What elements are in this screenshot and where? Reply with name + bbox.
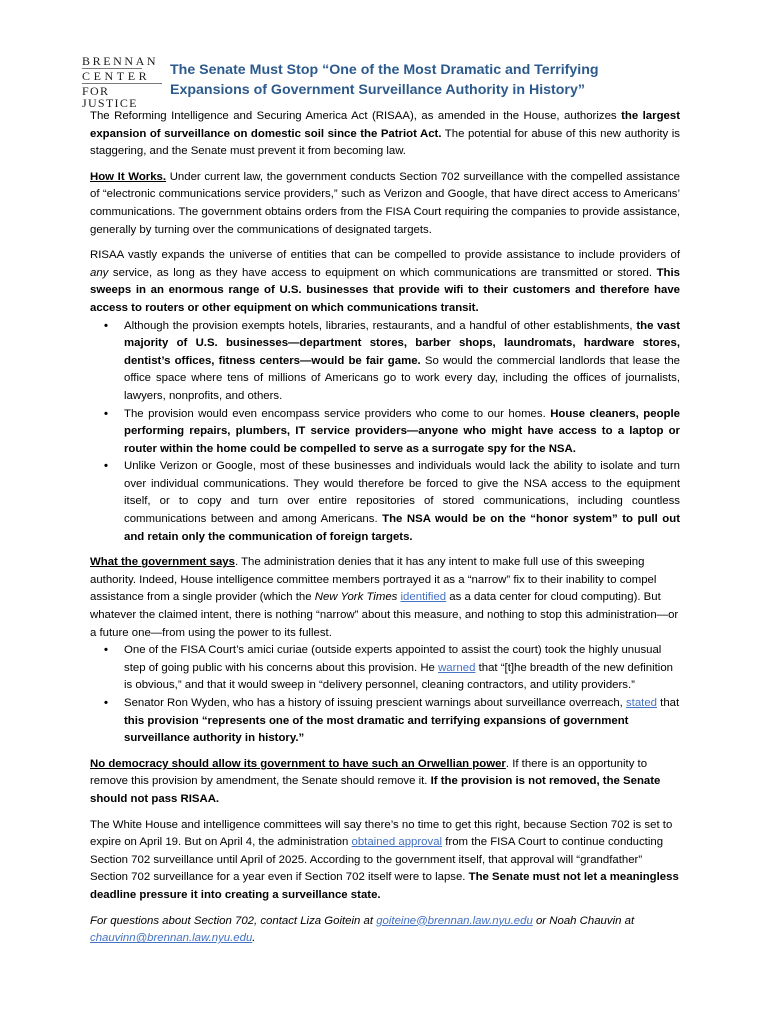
how-it-works-paragraph — [90, 169, 680, 239]
orwellian-text: . If there is an opportunity to remove this provision by amendment, the Senate should remove it. — [90, 757, 648, 788]
white-house-paragraph — [90, 817, 680, 905]
document-title — [170, 60, 730, 100]
goitein-email-link[interactable]: goiteine@brennan.law.nyu.edu — [376, 914, 533, 927]
list-item — [124, 642, 680, 695]
bullet-bold: the vast majority of U.S. businesses—department stores, barber shops, laundromats, hardware stores, dentist’s offices, fitness centers—would be fair game. — [124, 319, 680, 367]
identified-link[interactable]: identified — [400, 591, 447, 604]
how-it-works-text: Under current law, the government conducts Section 702 surveillance with the compelled assistance of “electronic communications service providers,” such as Verizon and Google, that have direct access to Americans’ communications. The government obtains orders from the FISA Court requiring the companies to provide assistance, generally by turning over the communications of designated targets. — [90, 170, 680, 236]
government-text-2: as a data center for cloud computing). But whatever the claimed intent, there is nothing “narrow” about this measure, and nothing to stop this administration—or a future one—from using the power to its fullest. — [90, 591, 679, 639]
bullet-text: that “[t]he breadth of the new definition is obvious,” and that it would sweep in “delivery personnel, cleaning contractors, and utility providers.” — [124, 661, 673, 692]
how-it-works-heading: How It Works. — [90, 170, 167, 183]
warned-link[interactable]: warned — [438, 661, 476, 674]
bullet-text: One of the FISA Court’s amici curiae (outside experts appointed to assist the court) took the highly unusual step of going public with his concerns about this provision. He — [124, 644, 662, 674]
government-says-paragraph — [90, 554, 680, 642]
title-line-1: The Senate Must Stop “One of the Most Dramatic and Terrifying — [170, 62, 599, 78]
nyt-name: New York Times — [314, 591, 398, 604]
risaa-text-2: service, as long as they have access to equipment on which communications are transmitted or stored. — [108, 266, 657, 279]
list-item — [124, 695, 680, 748]
risaa-paragraph — [90, 247, 680, 317]
bullet-text: The provision would even encompass service providers who come to our homes. — [124, 407, 551, 420]
bullet-bold: this provision “represents one of the most dramatic and terrifying expansions of government surveillance authority in history.” — [124, 714, 629, 745]
risaa-bullet-list — [90, 318, 680, 547]
bullet-text: that — [657, 697, 680, 709]
obtained-approval-link[interactable]: obtained approval — [351, 836, 443, 849]
contact-paragraph — [90, 913, 680, 948]
orwellian-bold: If the provision is not removed, the Senate should not pass RISAA. — [90, 775, 661, 805]
intro-paragraph — [90, 108, 680, 161]
brennan-center-logo — [82, 55, 162, 109]
white-house-text-2: from the FISA Court to continue conducting Section 702 surveillance until April of 2025. According to the government itself, that approval will “grandfather” Section 702 surveillance for a year even if Section 702 itself were to lapse. — [90, 836, 664, 884]
risaa-any: any — [90, 266, 109, 279]
government-says-heading: What the government says — [90, 556, 235, 569]
intro-bold: the largest expansion of surveillance on domestic soil since the Patriot Act. — [90, 110, 680, 140]
contact-text-1: For questions about Section 702, contact Liza Goitein at — [90, 914, 377, 927]
logo-line-3: FOR JUSTICE — [82, 83, 162, 109]
intro-text-1: The Reforming Intelligence and Securing America Act (RISAA), as amended in the House, authorizes — [90, 110, 622, 122]
bullet-bold: House cleaners, people performing repairs, plumbers, IT service providers—anyone who might have access to a laptop or router within the home could be compelled to serve as a surrogate spy for the NSA. — [124, 407, 680, 455]
bullet-bold: The NSA would be on the “honor system” to pull out and retain only the communication of foreign targets. — [124, 513, 680, 543]
government-bullet-list — [90, 642, 680, 748]
list-item — [124, 318, 680, 406]
contact-text-2: or Noah Chauvin at — [532, 914, 635, 927]
government-text-1: . The administration denies that it has any intent to make full use of this sweeping authority. Indeed, House intelligence committee members portrayed it as a “narrow” fix to their inability to compel assistance from a single provider (which the — [90, 556, 657, 604]
chauvin-email-link[interactable]: chauvinn@brennan.law.nyu.edu — [90, 932, 253, 945]
risaa-text-1: RISAA vastly expands the universe of entities that can be compelled to provide assistance to include providers of — [90, 249, 680, 262]
orwellian-heading: No democracy should allow its government to have such an Orwellian power — [90, 757, 506, 770]
list-item — [124, 406, 680, 459]
document-body — [90, 108, 680, 956]
title-line-2: Expansions of Government Surveillance Authority in History” — [170, 82, 585, 98]
stated-link[interactable]: stated — [625, 697, 658, 709]
intro-text-2: The potential for abuse of this new authority is staggering, and the Senate must prevent it from becoming law. — [90, 127, 680, 158]
list-item — [124, 458, 680, 546]
bullet-text: Unlike Verizon or Google, most of these businesses and individuals would lack the ability to isolate and turn over individual communications. They would therefore be forced to give the NSA access to the equipment itself, or to copy and turn over entire repositories of stored communications, including countless communications between and among Americans. — [124, 460, 680, 526]
logo-line-2: CENTER — [82, 69, 151, 83]
logo-line-1: BRENNAN — [82, 54, 159, 68]
white-house-text-1: The White House and intelligence committees will say there’s no time to get this right, because Section 702 is set to expire on April 19. But on April 4, the administration — [90, 818, 673, 849]
risaa-bold: This sweeps in an enormous range of U.S. businesses that provide wifi to their customers and therefore have access to routers or other equipment on which communications transit. — [90, 266, 680, 314]
contact-text-3: . — [252, 932, 256, 945]
bullet-text: Senator Ron Wyden, who has a history of issuing prescient warnings about surveillance overreach, — [124, 697, 626, 709]
orwellian-paragraph — [90, 756, 680, 809]
bullet-text: Although the provision exempts hotels, libraries, restaurants, and a handful of other establishments, — [124, 319, 637, 332]
white-house-bold: The Senate must not let a meaningless deadline pressure it into creating a surveillance state. — [90, 871, 679, 901]
bullet-text: So would the commercial landlords that lease the office space where tens of millions of Americans go to work every day, including the offices of journalists, lawyers, nonprofits, and others. — [124, 354, 680, 402]
